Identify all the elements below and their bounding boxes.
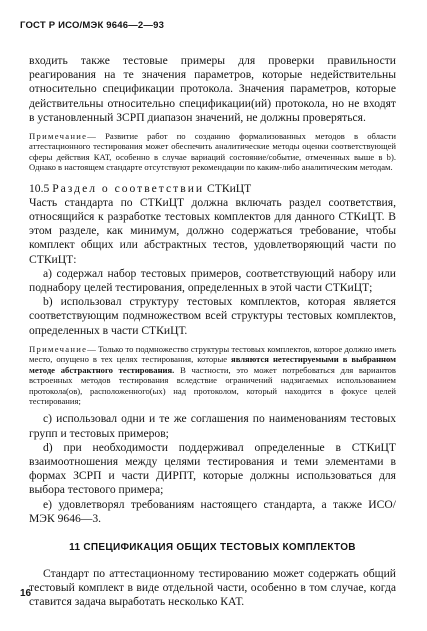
list-item-e: e) удовлетворял требованиям настоящего стандарта, а также ИСО/МЭК 9646—3.: [29, 497, 396, 525]
section-10-5-paragraph: Часть стандарта по СТКиЦТ должна включать раздел соответствия, относящийся к разработке тестовых комплектов для данного СТКиЦТ. В этом разделе, как минимум, должно содержаться требование, чтобы комплект общих или абстрактных тестов, удовлетворяющий части по СТКиЦТ:: [29, 195, 396, 266]
intro-paragraph: входить также тестовые примеры для проверки правильности реагирования на те значения параметров, которые недействительны относительно спецификации протокола. Значения параметров, которые действительны относительно спецификации(ий) протокола, но не входят в установленный ЗСРП диапазон значений, не должны проверяться.: [29, 54, 396, 124]
note-2-text-before: — Только то подмножество структуры тестовых комплектов, которое должно иметь место, опущено в тех целях тестирования, которые: [29, 343, 396, 365]
section-10-5-heading: [29, 182, 396, 196]
note-1-label: Примечание: [29, 131, 88, 142]
note-2-text-bold: являются нетестируемыми в выбранном методе абстрактного тестирования.: [29, 354, 396, 375]
list-item-c: c) использовал одни и те же соглашения по наименованиям тестовых групп и тестовых примеров;: [29, 412, 396, 440]
note-2-label: Примечание: [29, 343, 88, 354]
list-item-a: a) содержал набор тестовых примеров, соответствующий набору или поднабору целей тестирования, определенных в этой части СТКиЦТ;: [29, 266, 396, 295]
section-10-5-title-rest: СТКиЦТ: [207, 181, 252, 195]
section-11-paragraph: Стандарт по аттестационному тестированию может содержать общий тестовый комплект в виде отдельной части, особенно в том случае, когда ставится задача выработать несколько КАТ.: [29, 566, 396, 609]
section-10-5-title-spaced: Раздел о соответствии: [52, 181, 205, 195]
list-item-d: d) при необходимости поддерживал определенные в СТКиЦТ взаимоотношения между целями тестирования и теми элементами в формах ЗСРП и части ДИРПТ, которые должны использоваться для выбора тестового примера;: [29, 440, 396, 497]
note-1-text: — Развитие работ по созданию формализованных методов в области аттестационного тестирования может обеспечить аналитические методы оценки соответствующей сферы действия КАТ, особенно в случае вариаций состояние/событие, отмеченных выше в b). Однако в настоящем стандарте отсутствуют рекомендации по каким-либо аналитическим методам.: [29, 131, 396, 173]
note-2-text-after: В частности, это может потребоваться для вариантов встроенных методов тестирования вследствие ограничений надзигаемых использованием протокола(ов), расположенного(ых) над протоколом, который находится в фокусе целей тестирования;: [29, 364, 396, 406]
page-header: ГОСТ Р ИСО/МЭК 9646—2—93: [20, 20, 165, 31]
section-11-heading: 11 СПЕЦИФИКАЦИЯ ОБЩИХ ТЕСТОВЫХ КОМПЛЕКТОВ: [69, 541, 356, 553]
page-content: [29, 54, 396, 610]
note-2: [29, 344, 396, 406]
page-number: 16: [20, 588, 32, 599]
section-10-5-number: 10.5: [29, 181, 50, 195]
list-item-b: b) использовал структуру тестовых комплектов, которая является соответствующим подмножеством всей структуры тестовых комплектов, определенных в части СТКиЦТ.: [29, 295, 396, 337]
note-1: [29, 131, 396, 173]
